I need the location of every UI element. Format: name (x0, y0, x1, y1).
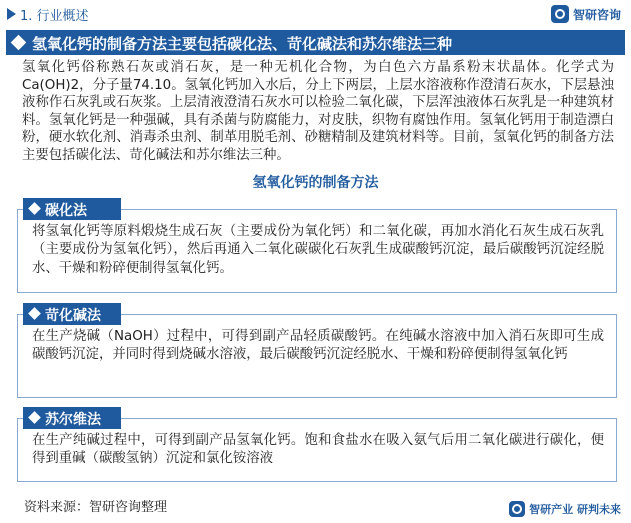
brand-logo-icon (509, 501, 525, 517)
footer-logo (509, 501, 621, 517)
section-subtitle: 氢氧化钙的制备方法 (252, 175, 379, 191)
diamond-bullet-icon (28, 307, 41, 320)
method-card-solvay (17, 412, 617, 482)
method-label: 碳化法 (45, 203, 87, 219)
diamond-bullet-icon (28, 202, 41, 215)
data-source: 资料来源：智研咨询整理 (24, 500, 168, 515)
diamond-bullet-icon (28, 411, 41, 424)
method-tag (23, 303, 121, 325)
method-label: 苏尔维法 (45, 412, 101, 428)
method-description: 在生产烧碱（NaOH）过程中，可得到副产品轻质碳酸钙。在纯碱水溶液中加入消石灰即可生成碳酸钙沉淀，并同时得到烧碱水溶液，最后碳酸钙沉淀经脱水、干燥和粉碎便制得氢氧化钙 (32, 329, 604, 363)
section-title: 1. 行业概述 (20, 9, 89, 24)
method-tag (23, 407, 121, 429)
footer-slogan: 智研产业 研判未来 (529, 503, 621, 516)
method-card-causticizing (17, 308, 617, 398)
method-label: 苛化碱法 (45, 308, 101, 324)
title-banner (6, 30, 625, 55)
section-arrow-icon (7, 8, 16, 20)
brand-logo-text: 智研咨询 (572, 7, 621, 22)
brand-logo (551, 4, 621, 24)
page-title: 氢氧化钙的制备方法主要包括碳化法、苛化碱法和苏尔维法三种 (32, 35, 453, 53)
diamond-bullet-icon (11, 35, 27, 51)
brand-logo-icon (551, 5, 569, 23)
method-card-carbonation (17, 203, 617, 293)
method-description: 将氢氧化钙等原料煅烧生成石灰（主要成份为氧化钙）和二氧化碳，再加水消化石灰生成石灰乳（主要成份为氢氧化钙），然后再通入二氧化碳碳化石灰乳生成碳酸钙沉淀，最后碳酸钙沉淀经脱水、干燥和粉碎便制得氢氧化钙。 (32, 224, 604, 276)
method-tag (23, 198, 121, 220)
method-description: 在生产纯碱过程中，可得到副产品氢氧化钙。饱和食盐水在吸入氨气后用二氧化碳进行碳化，便得到重碱（碳酸氢钠）沉淀和氯化铵溶液 (32, 433, 604, 467)
intro-paragraph: 氢氧化钙俗称熟石灰或消石灰，是一种无机化合物，为白色六方晶系粉末状晶体。化学式为Ca(OH)2，分子量74.10。氢氧化钙加入水后，分上下两层，上层水溶液称作澄清石灰水，下层悬浊液称作石灰乳或石灰浆。上层清液澄清石灰水可以检验二氧化碳，下层浑浊液体石灰乳是一种建筑材料。氢氧化钙是一种强碱，具有杀菌与防腐能力，对皮肤，织物有腐蚀作用。氢氧化钙用于制造漂白粉，硬水软化剂、消毒杀虫剂、制革用脱毛剂、砂糖精制及建筑材料等。目前，氢氧化钙的制备方法主要包括碳化法、苛化碱法和苏尔维法三种。 (22, 60, 614, 163)
top-bar (0, 0, 631, 28)
